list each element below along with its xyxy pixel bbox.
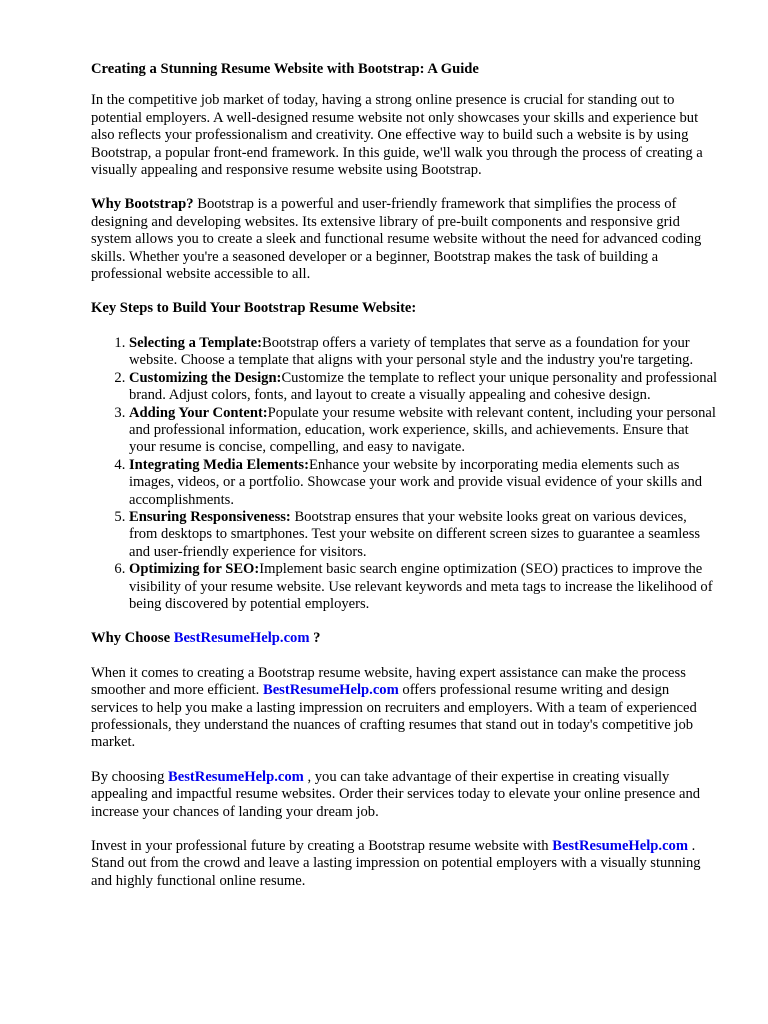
- list-item: [129, 457, 718, 509]
- step-text: Enhance your website by incorporating media elements such as images, videos, or a portfolio. Showcase your work and provide visual evidence of your skills and accomplishments.: [129, 456, 703, 508]
- expert-assistance-paragraph: [91, 665, 718, 752]
- document-title: Creating a Stunning Resume Website with Bootstrap: A Guide: [91, 61, 479, 77]
- paragraph-text: . Stand out from the crowd and leave a lasting impression on potential employers with a visually stunning and highly functional online resume.: [91, 838, 701, 889]
- choosing-paragraph: [91, 769, 718, 821]
- list-item: [129, 370, 718, 405]
- intro-paragraph: In the competitive job market of today, having a strong online presence is crucial for standing out to potential employers. A well-designed resume website not only showcases your skills and experience but also reflects your professionalism and creativity. One effective way to build such a website is by using Bootstrap, a popular front-end framework. In this guide, we'll walk you through the process of creating a visually appealing and responsive resume website using Bootstrap.: [91, 92, 703, 179]
- why-choose-suffix: ?: [309, 630, 321, 647]
- why-bootstrap-text: Bootstrap is a powerful and user-friendly framework that simplifies the process of designing and developing websites. Its extensive library of pre-built components and responsive grid system allows you to create a sleek and functional resume website without the need for advanced coding skills. Whether you're a seasoned developer or a beginner, Bootstrap makes the task of building a professional website accessible to all.: [91, 196, 702, 283]
- steps-heading: Key Steps to Build Your Bootstrap Resume Website:: [91, 300, 417, 317]
- step-text: Populate your resume website with relevant content, including your personal and professional information, education, work experience, skills, and achievements. Ensure that your resume is concise, compelling, and easy to navigate.: [129, 404, 716, 456]
- list-item: [129, 335, 718, 370]
- bestresumehelp-link[interactable]: BestResumeHelp.com: [552, 838, 688, 855]
- step-label: Customizing the Design:: [129, 369, 282, 386]
- list-item: [129, 561, 718, 613]
- bestresumehelp-link[interactable]: BestResumeHelp.com: [262, 682, 399, 699]
- bestresumehelp-link[interactable]: BestResumeHelp.com: [168, 768, 304, 785]
- steps-list: [91, 335, 718, 614]
- step-label: Adding Your Content:: [129, 404, 268, 421]
- list-item: [129, 509, 718, 561]
- invest-paragraph: [91, 838, 718, 890]
- paragraph-text: Invest in your professional future by creating a Bootstrap resume website with: [91, 838, 553, 855]
- step-label: Selecting a Template:: [129, 334, 262, 351]
- why-bootstrap-label: Why Bootstrap?: [91, 196, 194, 213]
- paragraph-text: offers professional resume writing and design services to help you make a lasting impression on recruiters and employers. With a team of experienced professionals, they understand the nuances of crafting resumes that stand out in today's competitive job market.: [91, 682, 697, 751]
- step-label: Optimizing for SEO:: [129, 561, 260, 578]
- step-text: Bootstrap offers a variety of templates that serve as a foundation for your website. Choose a template that aligns with your personal style and the industry you're targeting.: [129, 334, 694, 369]
- why-choose-heading: [91, 630, 718, 647]
- step-text: Bootstrap ensures that your website looks great on various devices, from desktops to smartphones. Test your website on different screen sizes to guarantee a seamless and user-friendly experience for visitors.: [129, 508, 701, 560]
- bestresumehelp-link[interactable]: BestResumeHelp.com: [173, 630, 310, 647]
- step-label: Integrating Media Elements:: [129, 456, 309, 473]
- step-text: Customize the template to reflect your unique personality and professional brand. Adjust colors, fonts, and layout to create a visually appealing and cohesive design.: [129, 369, 718, 404]
- paragraph-text: , you can take advantage of their expertise in creating visually appealing and impactful resume websites. Order their services today to elevate your online presence and increase your chances of landing your dream job.: [91, 768, 701, 820]
- list-item: [129, 405, 718, 457]
- why-bootstrap-paragraph: [91, 196, 718, 283]
- step-text: Implement basic search engine optimization (SEO) practices to improve the visibility of your resume website. Use relevant keywords and meta tags to increase the likelihood of being discovered by potential employers.: [129, 561, 713, 612]
- paragraph-text: When it comes to creating a Bootstrap resume website, having expert assistance can make the process smoother and more efficient.: [91, 664, 686, 699]
- step-label: Ensuring Responsiveness:: [129, 508, 291, 525]
- why-choose-prefix: Why Choose: [91, 630, 174, 647]
- paragraph-text: By choosing: [91, 768, 169, 785]
